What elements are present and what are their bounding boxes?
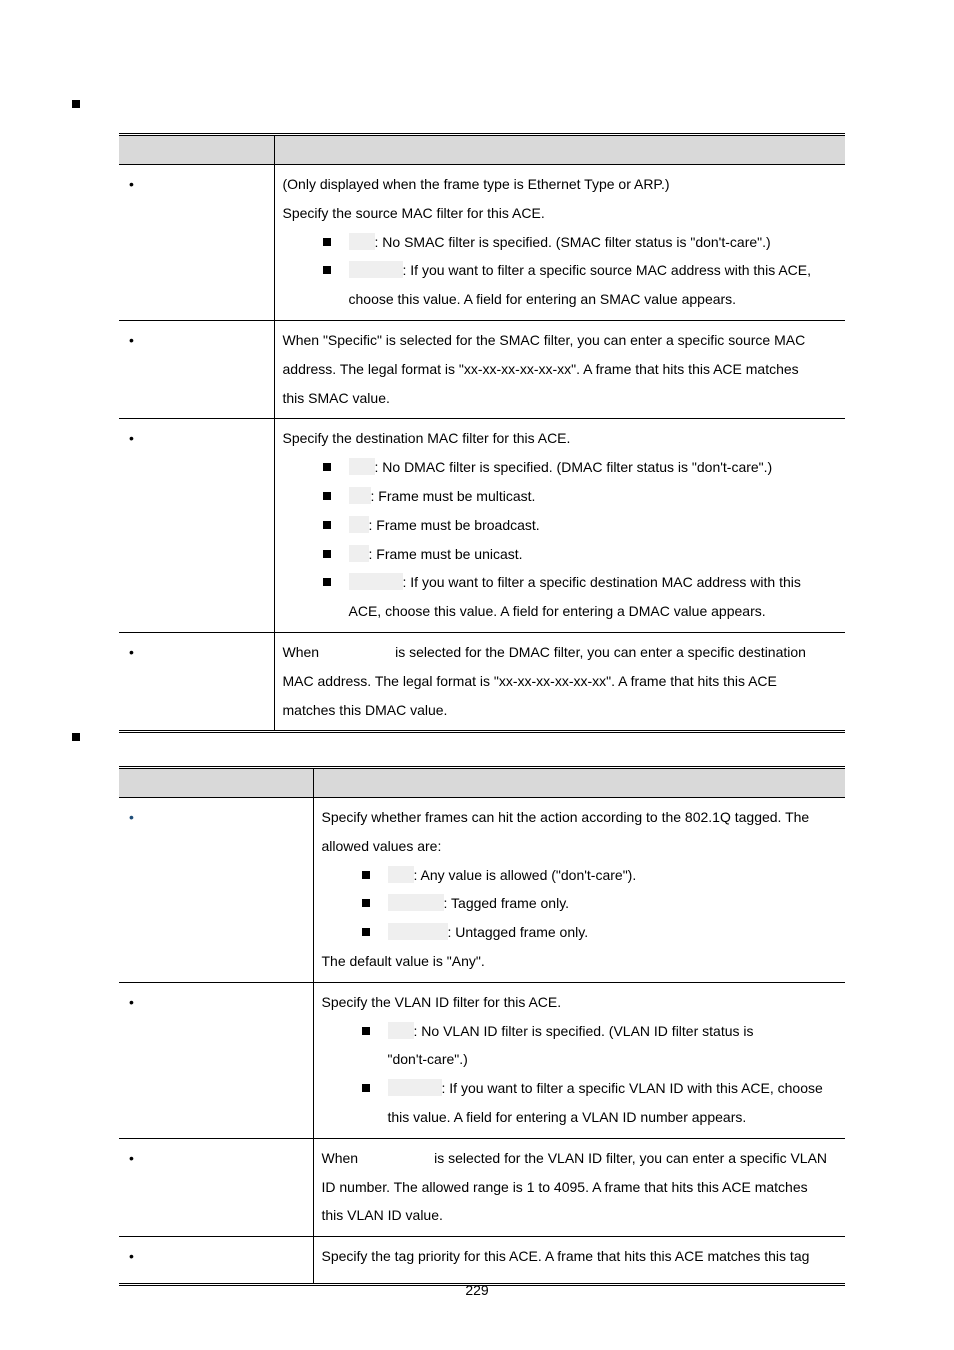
option-name-placeholder (349, 458, 375, 475)
object-header (119, 768, 313, 798)
desc-line: address. The legal format is "xx-xx-xx-xx-xx-xx". A frame that hits this ACE matches (282, 360, 799, 377)
desc-line: Specify the source MAC filter for this ACE. (282, 204, 545, 221)
square-bullet-icon (323, 238, 331, 246)
option-item (283, 511, 840, 540)
desc-line: Specify the destination MAC filter for this ACE. (282, 430, 571, 447)
option-name-placeholder (388, 1022, 414, 1039)
option-name-placeholder (349, 573, 403, 590)
object-cell (119, 419, 274, 633)
desc-line: When "Specific" is selected for the SMAC filter, you can enter a specific source MAC (282, 331, 806, 348)
option-name-placeholder (349, 516, 369, 533)
desc-line: Specify the VLAN ID filter for this ACE. (321, 993, 562, 1010)
option-item (322, 1074, 840, 1103)
bullet-icon: • (129, 331, 134, 348)
description-header (313, 768, 845, 798)
desc-text: is selected for the VLAN ID filter, you can enter a specific VLAN (434, 1149, 828, 1166)
desc-text: is selected for the DMAC filter, you can enter a specific destination (395, 643, 806, 660)
option-name-placeholder (388, 894, 444, 911)
object-cell (119, 798, 313, 983)
option-name-placeholder (349, 233, 375, 250)
table-row (119, 632, 845, 731)
bullet-icon: • (129, 430, 134, 447)
object-cell (119, 320, 274, 418)
desc-line: (Only displayed when the frame type is Ethernet Type or ARP.) (282, 176, 670, 192)
vlan-parameters-table (119, 766, 845, 1286)
option-item (283, 228, 840, 257)
description-cell (313, 982, 845, 1138)
object-cell (119, 1237, 313, 1285)
description-cell (313, 798, 845, 983)
square-bullet-icon (362, 1084, 370, 1092)
square-bullet-icon (323, 550, 331, 558)
option-text: : If you want to filter a specific destination MAC address with this (402, 574, 801, 591)
option-item (283, 482, 840, 511)
option-text: : Frame must be unicast. (368, 545, 523, 562)
option-text: : If you want to filter a specific source MAC address with this ACE, (402, 262, 811, 279)
square-bullet-icon (323, 521, 331, 529)
option-name-placeholder (349, 545, 369, 562)
square-bullet-icon (323, 492, 331, 500)
table-row (119, 1237, 845, 1285)
object-cell (119, 1138, 313, 1236)
square-bullet-icon (323, 266, 331, 274)
desc-line: MAC address. The legal format is "xx-xx-xx-xx-xx-xx". A frame that hits this ACE (282, 672, 777, 689)
bullet-icon: • (129, 1248, 134, 1265)
table-row (119, 419, 845, 633)
description-cell (313, 1138, 845, 1236)
option-item (283, 256, 840, 285)
when-word: When (282, 643, 320, 660)
desc-line: allowed values are: (321, 837, 442, 854)
desc-line: matches this DMAC value. (282, 701, 448, 718)
square-bullet-icon (362, 1027, 370, 1035)
option-text: : No SMAC filter is specified. (SMAC filter status is "don't-care".) (374, 233, 771, 250)
section-marker-icon (72, 733, 80, 741)
option-text: : If you want to filter a specific VLAN ID with this ACE, choose (441, 1080, 823, 1097)
option-item (322, 889, 840, 918)
option-text: : Frame must be broadcast. (368, 516, 540, 533)
description-header (274, 135, 845, 165)
when-word: When (321, 1149, 359, 1166)
option-name-placeholder (388, 923, 448, 940)
desc-line: The default value is "Any". (321, 952, 485, 969)
option-continuation: ACE, choose this value. A field for entering a DMAC value appears. (348, 603, 766, 620)
object-cell (119, 165, 274, 321)
option-name-placeholder (388, 866, 414, 883)
option-item (322, 918, 840, 947)
option-name-placeholder (349, 261, 403, 278)
option-text: : Frame must be multicast. (370, 487, 536, 504)
desc-line: ID number. The allowed range is 1 to 4095. A frame that hits this ACE matches (321, 1178, 808, 1195)
table-row (119, 982, 845, 1138)
option-text: : No VLAN ID filter is specified. (VLAN ID filter status is (413, 1022, 754, 1039)
table-header-row (119, 768, 845, 798)
option-item (283, 453, 840, 482)
bullet-icon: • (129, 643, 134, 660)
square-bullet-icon (362, 899, 370, 907)
desc-line: this SMAC value. (282, 389, 390, 406)
bullet-icon: • (129, 176, 134, 192)
description-cell (274, 320, 845, 418)
option-name-placeholder (388, 1079, 442, 1096)
option-continuation: choose this value. A field for entering an SMAC value appears. (348, 291, 737, 308)
desc-line: Specify the tag priority for this ACE. A frame that hits this ACE matches this tag (321, 1248, 810, 1265)
square-bullet-icon (362, 871, 370, 879)
desc-line (283, 638, 840, 667)
object-header (119, 135, 274, 165)
option-continuation: this value. A field for entering a VLAN ID number appears. (387, 1108, 747, 1125)
option-text: : Untagged frame only. (447, 924, 589, 941)
table-row (119, 165, 845, 321)
option-item (283, 540, 840, 569)
desc-line: Specify whether frames can hit the action according to the 802.1Q tagged. The (321, 809, 810, 825)
page-number: 229 (465, 1282, 489, 1298)
description-cell (274, 632, 845, 731)
object-cell (119, 632, 274, 731)
square-bullet-icon (323, 463, 331, 471)
description-cell (274, 419, 845, 633)
desc-line: this VLAN ID value. (321, 1207, 443, 1224)
option-text: : Tagged frame only. (443, 895, 570, 912)
option-text: : Any value is allowed ("don't-care"). (413, 866, 637, 883)
square-bullet-icon (323, 578, 331, 586)
section-marker-icon (72, 100, 80, 108)
option-item (322, 1017, 840, 1046)
option-continuation: "don't-care".) (387, 1051, 468, 1068)
option-item (322, 861, 840, 890)
bullet-icon: • (129, 993, 134, 1010)
option-item (283, 568, 840, 597)
table-header-row (119, 135, 845, 165)
option-text: : No DMAC filter is specified. (DMAC filter status is "don't-care".) (374, 459, 773, 476)
desc-line (322, 1144, 840, 1173)
description-cell (313, 1237, 845, 1285)
table-row (119, 1138, 845, 1236)
mac-parameters-table (119, 133, 845, 733)
table-row (119, 320, 845, 418)
object-cell (119, 982, 313, 1138)
square-bullet-icon (362, 928, 370, 936)
option-name-placeholder (349, 487, 371, 504)
table-row (119, 798, 845, 983)
description-cell (274, 165, 845, 321)
bullet-icon: • (129, 809, 134, 825)
bullet-icon: • (129, 1149, 134, 1166)
